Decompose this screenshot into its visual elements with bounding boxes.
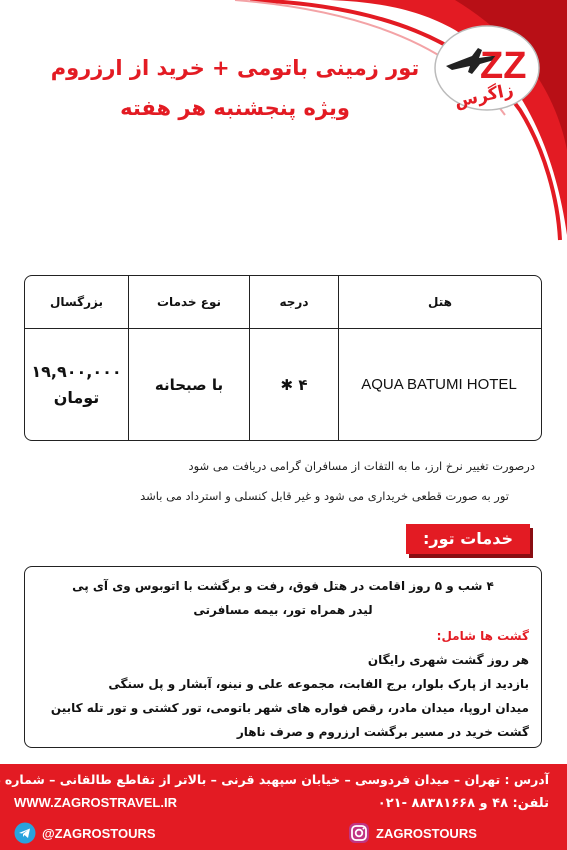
price-table — [24, 275, 542, 441]
footer — [0, 764, 567, 850]
telegram-icon — [14, 822, 36, 844]
tour-item: گشت خرید در مسیر برگشت ارزروم و صرف ناهار — [236, 725, 529, 739]
tours-heading: گشت ها شامل: — [436, 629, 529, 643]
table-row — [25, 329, 541, 440]
logo-text: زاگرس — [452, 80, 516, 112]
page-subtitle: ویژه پنجشنبه هر هفته — [120, 96, 350, 120]
services-heading: خدمات تور: — [406, 524, 530, 554]
footer-phone: تلفن: ۴۸ و ۸۸۳۸۱۶۶۸ -۰۲۱ — [377, 796, 549, 811]
service-line: لیدر همراه تور، بیمه مسافرتی — [193, 603, 373, 617]
note-non-refundable: تور به صورت قطعی خریداری می شود و غیر قابل کنسلی و استرداد می باشد — [140, 489, 509, 503]
telegram-link[interactable] — [14, 822, 156, 844]
header-adult: بزرگسال — [25, 276, 128, 329]
hotel-name: AQUA BATUMI HOTEL — [338, 329, 541, 440]
svg-text:ZZ: ZZ — [480, 45, 527, 87]
price-cell — [25, 329, 128, 440]
service-type: با صبحانه — [128, 329, 249, 440]
tour-item: هر روز گشت شهری رایگان — [367, 653, 529, 667]
header-grade: درجه — [249, 276, 338, 329]
tour-item: میدان اروپا، میدان مادر، رقص فواره های شهر باتومی، تور کشتی و تور تله کابین — [50, 701, 529, 715]
instagram-link[interactable] — [348, 822, 477, 844]
instagram-handle: ZAGROSTOURS — [376, 825, 477, 841]
price-currency: تومان — [53, 387, 100, 407]
note-exchange-rate: درصورت تغییر نرخ ارز، ما به التفات از مسافران گرامی دریافت می شود — [188, 459, 535, 473]
header-service: نوع خدمات — [128, 276, 249, 329]
footer-address: آدرس : تهران – میدان فردوسی – خیابان سپهبد قرنی – بالاتر از تقاطع طالقانی – شماره — [4, 772, 549, 787]
footer-website[interactable]: WWW.ZAGROSTRAVEL.IR — [14, 795, 177, 810]
telegram-handle: @ZAGROSTOURS — [42, 825, 156, 841]
tour-item: بازدید از پارک بلوار، برج الفابت، مجموعه علی و نینو، آبشار و پل سنگی — [108, 677, 529, 691]
page-title: تور زمینی باتومی + خرید از ارزروم — [50, 56, 420, 80]
table-header-row — [25, 276, 541, 329]
header-hotel: هتل — [338, 276, 541, 329]
services-box — [24, 566, 542, 748]
adult-price: ۱۹,۹۰۰,۰۰۰ — [31, 361, 122, 381]
hotel-grade: ۴ ✱ — [249, 329, 338, 440]
instagram-icon — [348, 822, 370, 844]
service-line: ۴ شب و ۵ روز اقامت در هتل فوق، رفت و برگشت با اتوبوس وی آی پی — [72, 579, 494, 593]
